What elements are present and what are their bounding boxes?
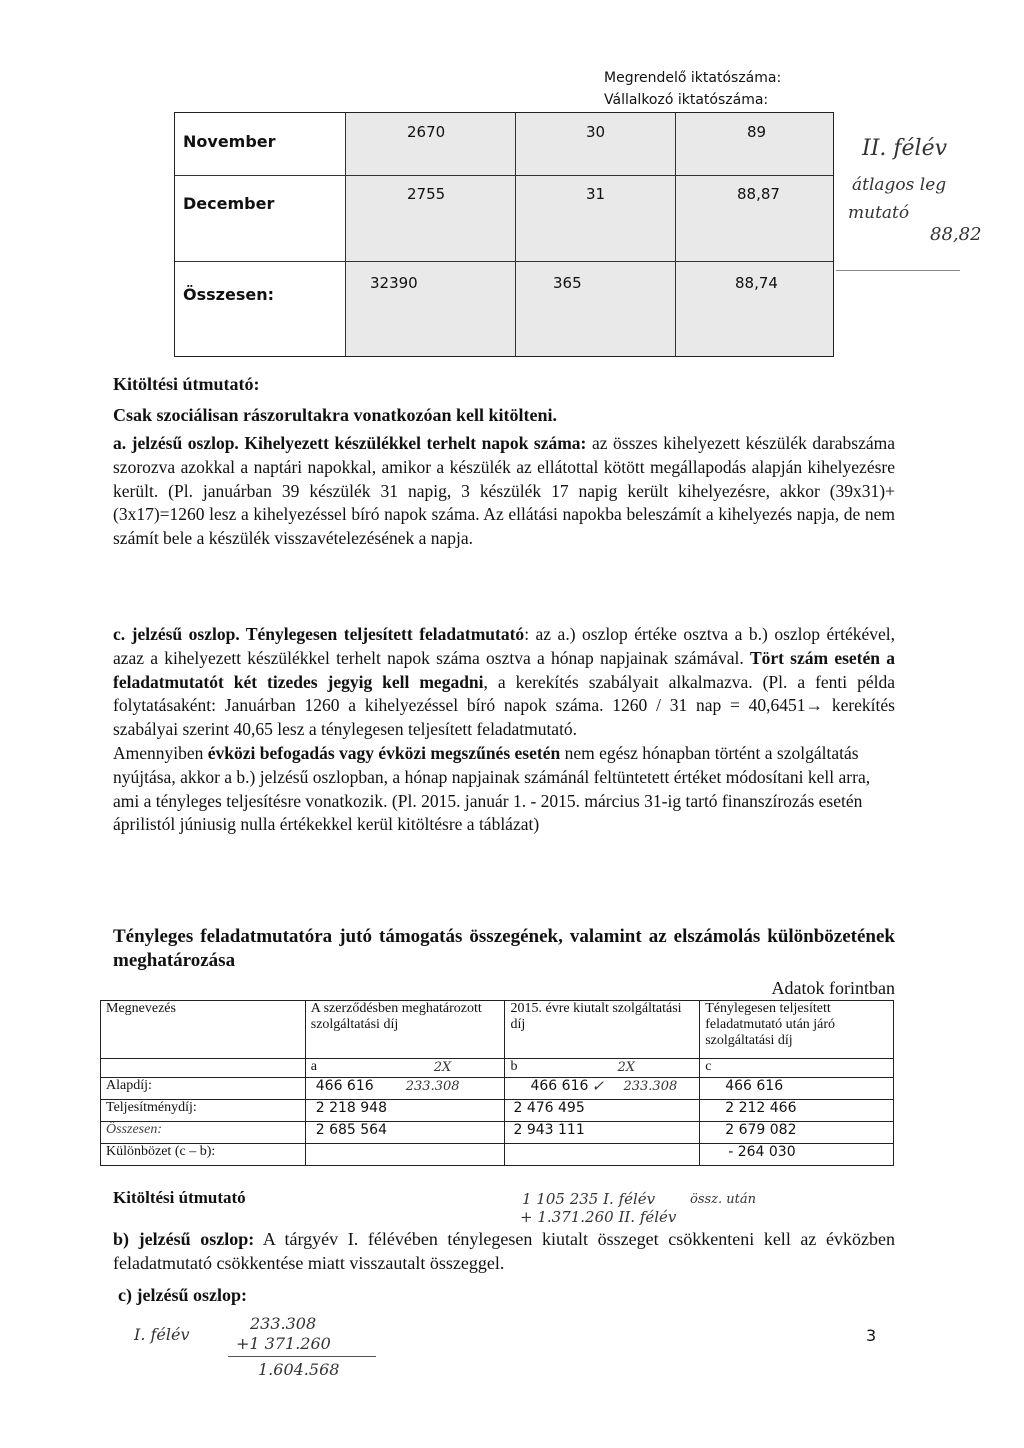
row-label-alapdij: Alapdíj:	[101, 1078, 306, 1100]
handwritten-note-line3: mutató	[848, 203, 910, 223]
header-paid-fee: 2015. évre kiutalt szolgáltatási díj	[505, 1001, 700, 1059]
footer-title: Kitöltési útmutató	[113, 1188, 246, 1207]
row-label-december: December	[183, 194, 275, 213]
handwritten-underline	[836, 270, 960, 271]
section2-heading: Tényleges feladatmutatóra jutó támogatás összegének, valamint az elszámolás különbözetének meghatározása	[113, 926, 895, 971]
instructions-c-text2: , a kerekítés szabályait alkalmazva. (Pl. a fenti példa folytatásaként: Januárban 1260 a kihelyezéssel bíró napok száma. 1260 / 31 nap = 40,6451	[113, 671, 895, 716]
footer-b-paragraph	[113, 1227, 895, 1275]
column-divider	[675, 113, 676, 356]
handwritten-2x-a: 2X	[433, 1060, 452, 1075]
row-label-november: November	[183, 132, 276, 151]
row-label-difference: Különbözet (c – b):	[101, 1144, 306, 1166]
handwritten-note-line4: 88,82	[930, 224, 982, 245]
cell-december-c: 88,87	[737, 185, 780, 203]
instructions-c-bold2: Tört szám esetén a feladatmutatót két tizedes jegyig kell megadni	[113, 647, 895, 692]
letter-b: b 2X	[505, 1059, 700, 1078]
row-divider	[175, 175, 833, 176]
footer-b-text: A tárgyév I. félévében ténylegesen kiutalt összeget csökkenteni kell az évközben feladatmutató csökkentése miatt visszautalt összeggel.	[113, 1229, 895, 1273]
check-icon: ✓	[591, 1077, 605, 1095]
instructions-c-bold: c. jelzésű oszlop. Ténylegesen teljesített feladatmutató	[113, 624, 525, 644]
fee-table	[100, 1000, 894, 1166]
monthly-data-table	[174, 112, 834, 357]
cell-total-b: 365	[553, 274, 582, 292]
handwritten-note-a: 233.308	[405, 1079, 460, 1094]
instructions-c-text3: kerekítés szabályai szerint 40,65 lesz a ténylegesen teljesített feladatmutató.	[113, 695, 895, 740]
cell-teljesitmenydij-b: 2 476 495	[505, 1100, 700, 1122]
cell-teljesitmenydij-a: 2 218 948	[305, 1100, 505, 1122]
cell-teljesitmenydij-c: 2 212 466	[700, 1100, 894, 1122]
cell-november-a: 2670	[407, 123, 446, 141]
handwritten-note-line2: átlagos leg	[852, 175, 947, 195]
handwritten-sum-line1: 233.308	[250, 1314, 317, 1333]
instructions-c-text1: : az a.) oszlop értéke osztva a b.) oszlop értékével, azaz a kihelyezett készülékkel terhelt napok száma osztva a hónap napjainak számával.	[113, 624, 895, 668]
cell-alapdij-a: 466 616 233.308	[305, 1078, 505, 1100]
handwritten-2x-b: 2X	[617, 1060, 636, 1075]
contractor-ref-label: Vállalkozó iktatószáma:	[604, 92, 769, 108]
handwritten-sum-label: I. félév	[134, 1325, 190, 1344]
cell-total2-b: 2 943 111	[505, 1122, 700, 1144]
column-divider	[515, 113, 516, 356]
instructions-a-text: az összes kihelyezett készülék darabszáma szorozva azokkal a naptári napokkal, amikor a készülék az ellátottal kötött megállapodás alapján kihelyezésre került. (Pl. januárban 39 készülék 31 napig, 3 készülék 17 napig került kihelyezésre, akkor (39x31)+(3x17)=1260 lesz a kihelyezéssel bíró napok száma. Az ellátási napokba beleszámít a kihelyezés napja, de nem számít bele a készülék visszavételezésének a napja.	[113, 433, 895, 549]
cell-november-b: 30	[586, 123, 606, 141]
row-label-total: Összesen:	[183, 285, 274, 304]
arrow-icon: →	[805, 695, 824, 716]
header-contract-fee: A szerződésben meghatározott szolgáltatási díj	[305, 1001, 505, 1059]
letter-row-empty	[101, 1059, 306, 1078]
handwritten-sum-total: 1.604.568	[258, 1360, 340, 1379]
handwritten-below-1b: össz. után	[690, 1192, 757, 1207]
page-number: 3	[866, 1326, 877, 1345]
letter-c: c	[700, 1059, 894, 1078]
cell-total2-c: 2 679 082	[700, 1122, 894, 1144]
cell-difference-c: - 264 030	[700, 1144, 894, 1166]
instructions-c-paragraph	[113, 623, 895, 837]
instructions-title: Kitöltési útmutató:	[113, 374, 260, 394]
instructions-d-text1: Amennyiben	[113, 742, 208, 763]
cell-november-c: 89	[747, 123, 767, 141]
cell-december-a: 2755	[407, 185, 446, 203]
instructions-a-bold: a. jelzésű oszlop. Kihelyezett készülékkel terhelt napok száma:	[113, 433, 587, 453]
cell-difference-b	[505, 1144, 700, 1166]
ordering-ref-label: Megrendelő iktatószáma:	[604, 70, 782, 86]
handwritten-below-1: 1 105 235 I. félév	[522, 1190, 656, 1208]
footer-c-label: c) jelzésű oszlop:	[118, 1285, 247, 1305]
letter-a: a 2X	[305, 1059, 505, 1078]
instructions-d-text2: nem egész hónapban történt a szolgáltatás nyújtása, akkor a b.) jelzésű oszlopban, a hónap napjainak számánál feltüntetett értéket módosítani kell arra, ami a tényleges teljesítésre vonatkozik. (Pl. 2015. január 1. - 2015. március 31-ig tartó finanszírozás esetén áprilistól júniusig nulla értékekkel kerül kitöltésre a táblázat)	[113, 742, 871, 835]
row-divider	[175, 261, 833, 262]
cell-alapdij-b: 466 616 ✓ 233.308	[505, 1078, 700, 1100]
shaded-area	[345, 113, 833, 356]
header-actual-fee: Ténylegesen teljesített feladatmutató után járó szolgáltatási díj	[700, 1001, 894, 1059]
cell-total-a: 32390	[370, 274, 418, 292]
column-divider	[345, 113, 346, 356]
handwritten-note-line1: II. félév	[862, 136, 948, 161]
cell-total2-a: 2 685 564	[305, 1122, 505, 1144]
footer-b-bold: b) jelzésű oszlop:	[113, 1229, 255, 1249]
handwritten-sum-line2: +1 371.260	[236, 1334, 331, 1353]
header-name: Megnevezés	[101, 1001, 306, 1059]
instructions-subtitle: Csak szociálisan rászorultakra vonatkozóan kell kitölteni.	[113, 405, 558, 425]
row-label-total2: Összesen:	[101, 1122, 306, 1144]
cell-december-b: 31	[586, 185, 606, 203]
instructions-a-paragraph	[113, 432, 895, 551]
cell-alapdij-c: 466 616	[700, 1078, 894, 1100]
unit-note: Adatok forintban	[771, 978, 895, 998]
handwritten-note-b: 233.308	[623, 1079, 678, 1094]
handwritten-sum-rule	[228, 1356, 376, 1357]
cell-total-c: 88,74	[735, 274, 778, 292]
handwritten-below-2: + 1.371.260 II. félév	[520, 1208, 677, 1226]
row-label-teljesitmenydij: Teljesítménydíj:	[101, 1100, 306, 1122]
instructions-d-bold: évközi befogadás vagy évközi megszűnés esetén	[207, 742, 561, 763]
cell-difference-a	[305, 1144, 505, 1166]
